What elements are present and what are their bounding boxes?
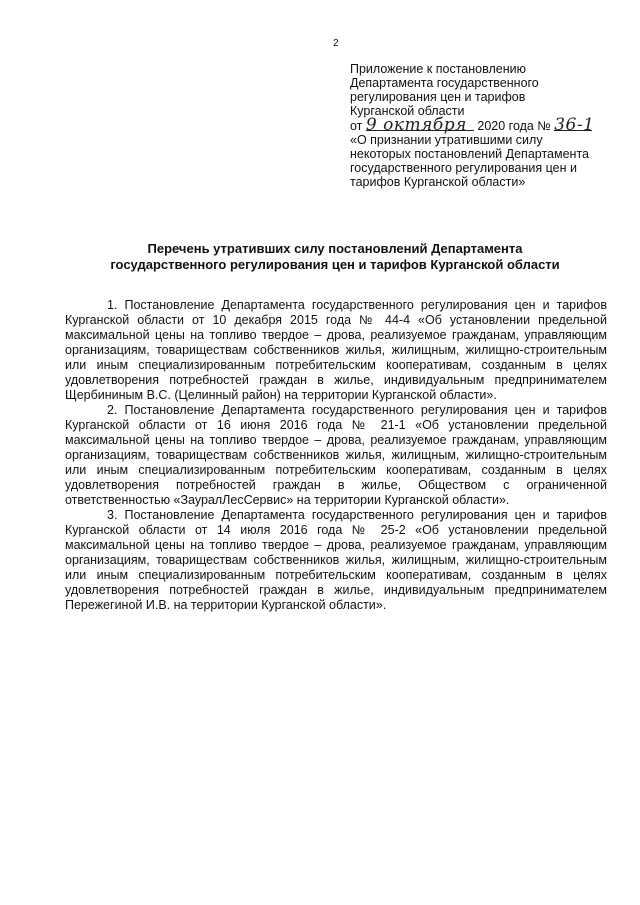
document-title-line: государственного регулирования цен и тарифов Курганской области: [110, 257, 560, 272]
document-body: [65, 298, 607, 613]
list-item: 3. Постановление Департамента государственного регулирования цен и тарифов Курганской области от 14 июля 2016 года № 25-2 «Об установлении предельной максимальной цены на топливо твердое – дрова, реализуемое гражданам, управляющим организациям, товариществам собственников жилья, жилищным, жилищно-строительным или иным специализированным потребительским кооперативам, созданным в целях удовлетворения потребностей граждан в жилье, индивидуальным предпринимателем Пережегиной И.В. на территории Курганской области».: [65, 508, 607, 612]
number-handwritten-field: [554, 115, 595, 135]
appendix-date-line: [350, 115, 620, 135]
appendix-line: Курганской области: [350, 104, 465, 118]
appendix-title-line: некоторых постановлений Департамента: [350, 147, 589, 161]
date-handwritten: 9 октября: [365, 115, 467, 135]
document-title: [95, 241, 575, 273]
appendix-line: Департамента государственного: [350, 76, 539, 90]
page-number: 2: [333, 38, 339, 49]
date-handwritten-field: [365, 115, 474, 135]
appendix-line: регулирования цен и тарифов: [350, 90, 526, 104]
date-prefix: от: [350, 119, 363, 133]
appendix-title-line: государственного регулирования цен и: [350, 161, 577, 175]
appendix-title-line: тарифов Курганской области»: [350, 175, 526, 189]
list-item: 1. Постановление Департамента государственного регулирования цен и тарифов Курганской области от 10 декабря 2015 года № 44-4 «Об установлении предельной максимальной цены на топливо твердое – дрова, реализуемое гражданам, управляющим организациям, товариществам собственников жилья, жилищным, жилищно-строительным или иным специализированным потребительским кооперативам, созданным в целях удовлетворения потребностей граждан в жилье, индивидуальным предпринимателем Щербининым В.С. (Целинный район) на территории Курганской области».: [65, 298, 607, 402]
appendix-title-line: «О признании утратившими силу: [350, 133, 543, 147]
number-handwritten: 36-1: [554, 115, 595, 135]
date-year: 2020 года №: [477, 119, 551, 133]
list-item: 2. Постановление Департамента государственного регулирования цен и тарифов Курганской области от 16 июня 2016 года № 21-1 «Об установлении предельной максимальной цены на топливо твердое – дрова, реализуемое гражданам, управляющим организациям, товариществам собственников жилья, жилищным, жилищно-строительным или иным специализированным потребительским кооперативам, созданным в целях удовлетворения потребностей граждан в жилье, Обществом с ограниченной ответственностью «ЗауралЛесСервис» на территории Курганской области».: [65, 403, 607, 507]
appendix-line: Приложение к постановлению: [350, 62, 526, 76]
appendix-header: [350, 62, 620, 189]
document-title-line: Перечень утративших силу постановлений Департамента: [147, 241, 523, 256]
